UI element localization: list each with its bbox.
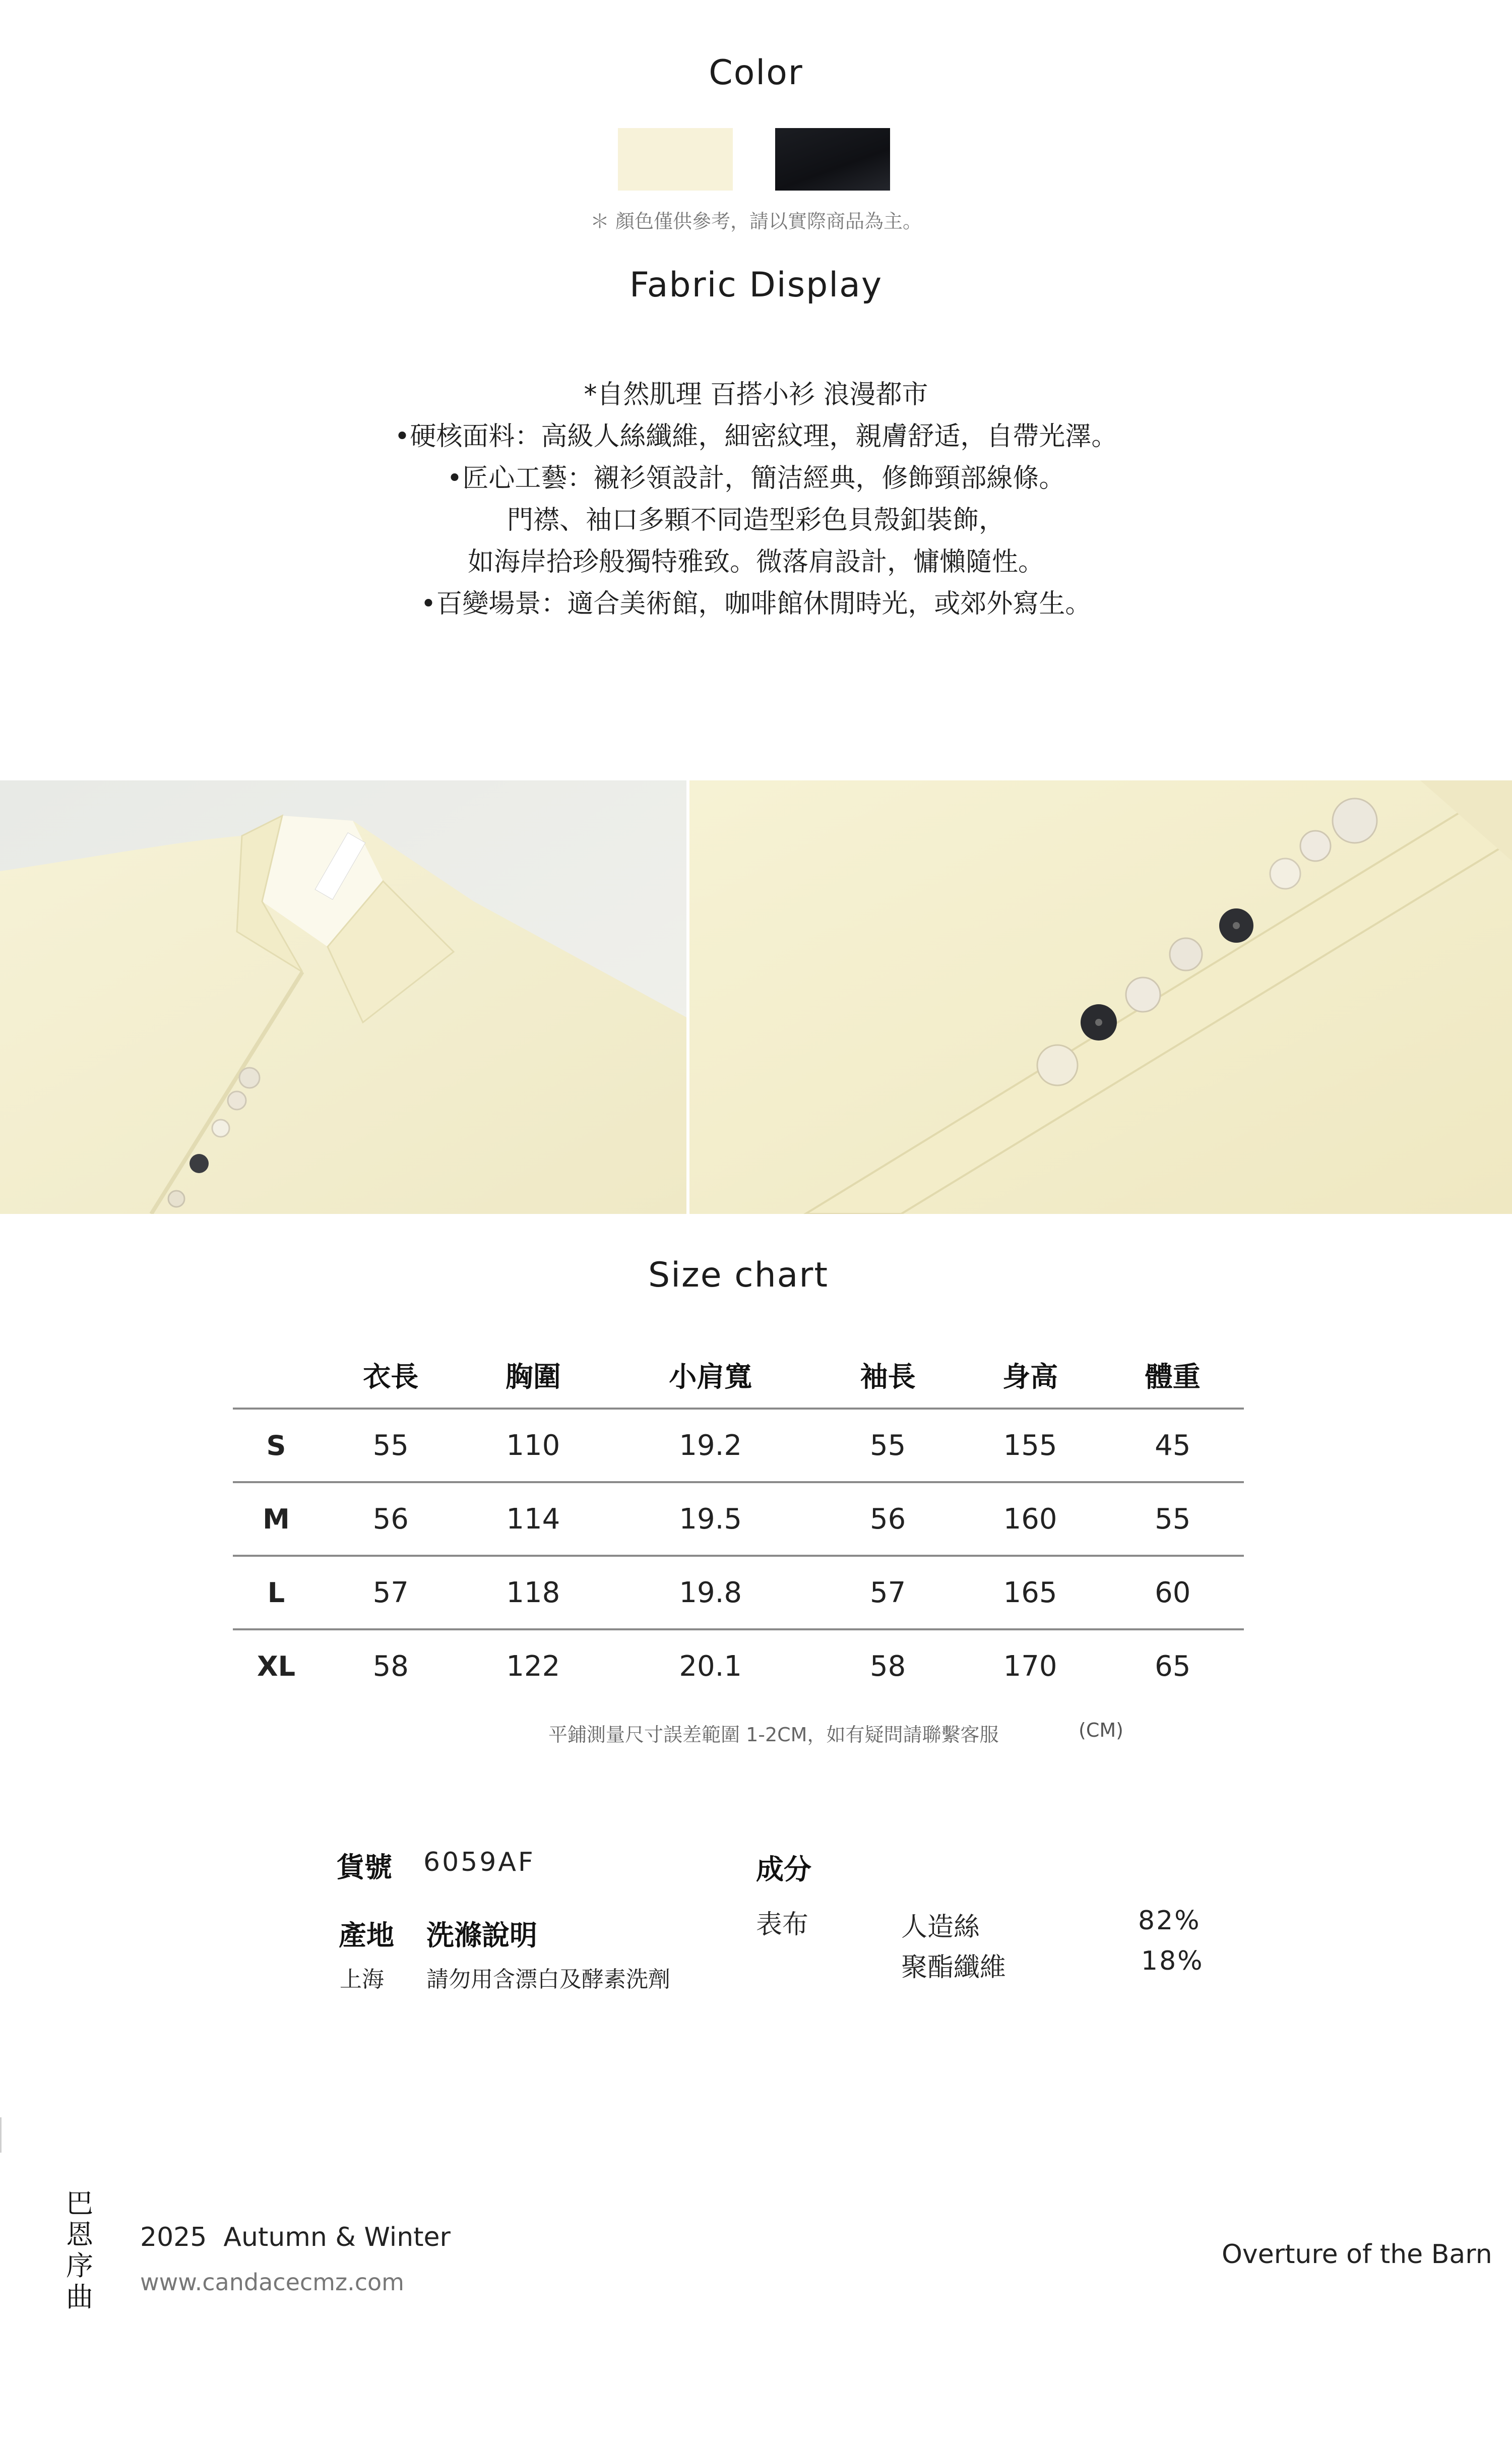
color-note: ＊ 顏色僅供參考，請以實際商品為主。 <box>590 210 922 232</box>
color-title: Color <box>709 53 803 93</box>
item-no-label: 貨號 <box>337 1851 393 1883</box>
origin-value: 上海 <box>340 1967 384 1992</box>
size-label: XL <box>233 1629 320 1702</box>
table-cell: 57 <box>320 1556 462 1629</box>
brand-char: 恩 <box>66 2219 93 2250</box>
fabric-line: 門襟、袖口多顆不同造型彩色貝殼釦裝飾， <box>507 505 1005 535</box>
size-header-weight: 體重 <box>1145 1360 1201 1393</box>
size-header-shoulder: 小肩寬 <box>669 1360 752 1393</box>
table-row <box>233 1482 1244 1556</box>
table-row <box>233 1556 1244 1629</box>
material-name: 聚酯纖維 <box>901 1952 1006 1983</box>
table-cell: 118 <box>462 1556 605 1629</box>
table-cell: 55 <box>816 1409 959 1482</box>
size-header-height: 身高 <box>1002 1360 1058 1393</box>
table-cell: 55 <box>1101 1482 1244 1556</box>
table-cell: 56 <box>816 1482 959 1556</box>
table-cell: 20.1 <box>604 1629 816 1702</box>
fabric-line: •硬核面料：高級人絲纖維，細密紋理，親膚舒适，自帶光澤。 <box>394 421 1118 452</box>
table-cell: 19.8 <box>604 1556 816 1629</box>
size-label: S <box>233 1409 320 1482</box>
swatch-cream <box>618 128 733 191</box>
size-unit: (CM) <box>1079 1719 1123 1741</box>
table-cell: 114 <box>462 1482 605 1556</box>
table-cell: 57 <box>816 1556 959 1629</box>
table-cell: 160 <box>959 1482 1102 1556</box>
table-cell: 58 <box>320 1629 462 1702</box>
collection-name: Overture of the Barn <box>1222 2239 1492 2270</box>
table-cell: 165 <box>959 1556 1102 1629</box>
table-cell: 155 <box>959 1409 1102 1482</box>
size-chart-title: Size chart <box>648 1255 829 1295</box>
placket-photo <box>689 780 1512 1214</box>
brand-vertical <box>65 2188 95 2313</box>
website-link[interactable]: www.candacecmz.com <box>140 2269 404 2296</box>
brand-char: 巴 <box>66 2187 93 2219</box>
table-cell: 170 <box>959 1629 1102 1702</box>
fabric-line: *自然肌理 百搭小衫 浪漫都市 <box>584 380 928 410</box>
table-cell: 122 <box>462 1629 605 1702</box>
size-header-blank <box>233 1341 320 1409</box>
footer-left-line <box>0 2117 2 2153</box>
wash-label: 洗滌說明 <box>426 1919 538 1951</box>
size-header-chest: 胸圍 <box>505 1360 561 1393</box>
size-table-header <box>233 1341 1244 1409</box>
table-cell: 110 <box>462 1409 605 1482</box>
fabric-line: •匠心工藝：襯衫領設計，簡洁經典，修飾頸部線條。 <box>447 463 1065 494</box>
material-percent: 82% <box>1138 1906 1201 1936</box>
brand-char: 曲 <box>66 2281 93 2313</box>
wash-value: 請勿用含漂白及酵素洗劑 <box>426 1967 670 1992</box>
table-cell: 19.5 <box>604 1482 816 1556</box>
size-table <box>233 1341 1244 1702</box>
composition-label: 成分 <box>756 1853 812 1885</box>
table-cell: 60 <box>1101 1556 1244 1629</box>
fabric-description <box>0 374 1512 625</box>
item-no-value: 6059AF <box>423 1847 535 1877</box>
placket-illustration <box>689 780 1512 1214</box>
size-label: L <box>233 1556 320 1629</box>
fabric-line: •百變場景：適合美術館，咖啡館休閒時光，或郊外寫生。 <box>420 589 1092 619</box>
table-cell: 65 <box>1101 1629 1244 1702</box>
size-label: M <box>233 1482 320 1556</box>
material-name: 人造絲 <box>901 1912 980 1942</box>
season-text: 2025 Autumn & Winter <box>140 2222 451 2252</box>
size-header-sleeve: 袖長 <box>860 1360 916 1393</box>
brand-char: 序 <box>66 2250 93 2282</box>
collar-photo <box>0 780 686 1214</box>
size-note: 平鋪測量尺寸誤差範圍 1-2CM，如有疑問請聯繫客服 <box>548 1724 999 1746</box>
table-cell: 19.2 <box>604 1409 816 1482</box>
table-cell: 56 <box>320 1482 462 1556</box>
origin-label: 產地 <box>339 1919 395 1951</box>
table-cell: 58 <box>816 1629 959 1702</box>
composition-part: 表布 <box>756 1910 809 1940</box>
fabric-title: Fabric Display <box>629 265 883 305</box>
fabric-line: 如海岸拾珍般獨特雅致。微落肩設計，慵懶隨性。 <box>467 547 1044 577</box>
table-cell: 55 <box>320 1409 462 1482</box>
table-row <box>233 1409 1244 1482</box>
collar-illustration <box>0 780 686 1214</box>
table-row <box>233 1629 1244 1702</box>
table-cell: 45 <box>1101 1409 1244 1482</box>
size-header-length: 衣長 <box>363 1360 419 1393</box>
material-percent: 18% <box>1141 1946 1204 1976</box>
swatch-black <box>775 128 890 191</box>
